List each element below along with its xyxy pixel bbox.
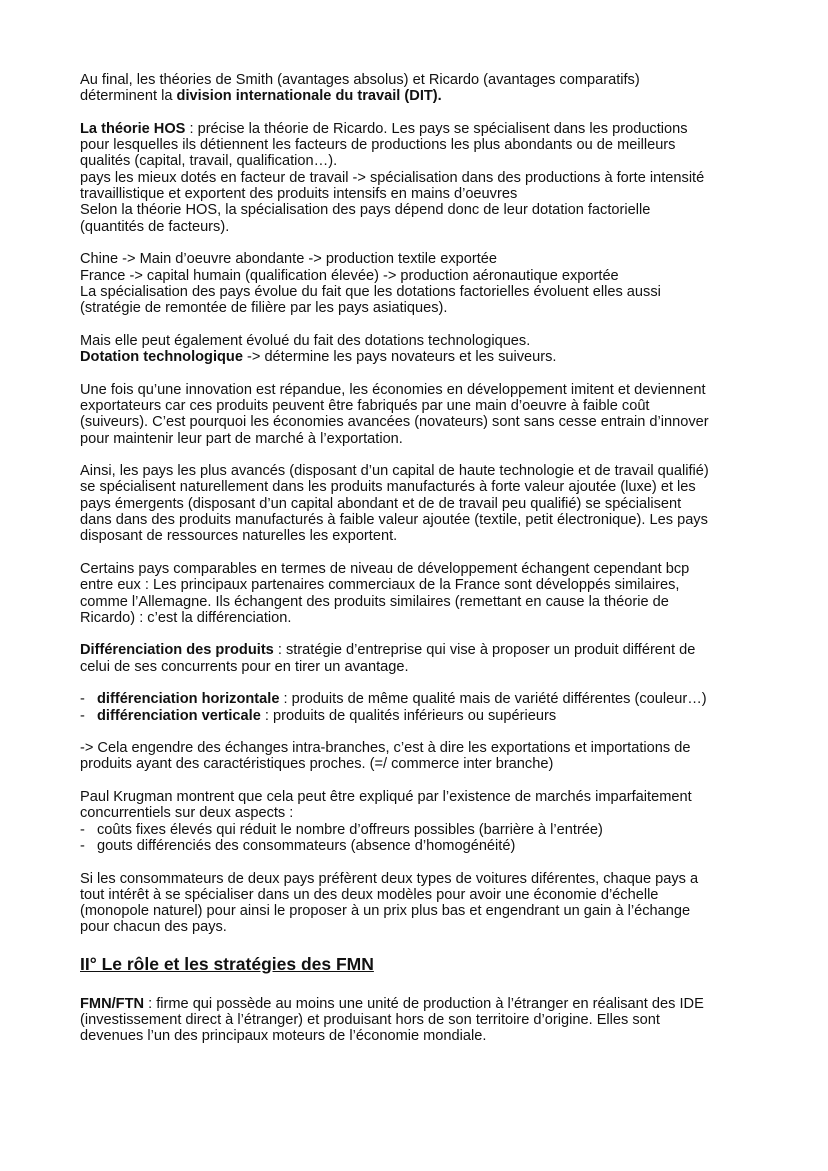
- paragraph-technology: [80, 333, 760, 366]
- text-line: (monopole naturel) pour ainsi le proposer à un prix plus bas et engendrant un gain à l’échange: [80, 903, 691, 920]
- text-line: Selon la théorie HOS, la spécialisation des pays dépend donc de leur dotation factorielle: [80, 202, 651, 219]
- bold-term-fmn: FMN/FTN: [80, 995, 145, 1012]
- text-line: France -> capital humain (qualification élevée) -> production aéronautique exportée: [80, 267, 619, 284]
- text-line: Certains pays comparables en termes de niveau de développement échangent cependant bcp: [80, 560, 690, 577]
- text-line: disposant de ressources naturelles les exportent.: [80, 528, 398, 545]
- text-line: Mais elle peut également évolué du fait des dotations technologiques.: [80, 332, 531, 349]
- text-line: Au final, les théories de Smith (avantages absolus) et Ricardo (avantages comparatifs): [80, 72, 640, 88]
- list-item: [80, 691, 760, 707]
- text-line: celui de ses concurrents pour en tirer un avantage.: [80, 658, 409, 675]
- text-line: : précise la théorie de Ricardo. Les pays se spécialisent dans les productions: [185, 120, 688, 137]
- text-line: tout intérêt à se spécialiser dans un des deux modèles pour avoir une économie d’échelle: [80, 886, 659, 903]
- paragraph-fmn: [80, 996, 760, 1045]
- text-line: devenues l’un des principaux moteurs de l’économie mondiale.: [80, 1028, 487, 1045]
- bullet-dash: -: [80, 707, 85, 724]
- text-line: Chine -> Main d’oeuvre abondante -> production textile exportée: [80, 251, 497, 268]
- bold-term-dotation: Dotation technologique: [80, 349, 243, 366]
- paragraph-specialisation: [80, 463, 760, 544]
- text-line: qualités (capital, travail, qualification…).: [80, 153, 338, 170]
- bold-term: différenciation verticale: [97, 707, 261, 724]
- text-line: déterminent la: [80, 88, 177, 105]
- text-line: pour lesquelles ils détiennent les facteurs de productions les plus abondants ou de meilleurs: [80, 137, 676, 154]
- text-line: (investissement direct à l’étranger) et produisant hors de son territoire d’origine. Elles sont: [80, 1012, 660, 1029]
- text-line: pays émergents (disposant d’un capital abondant et de de travail peu qualifié) se spécialisent: [80, 495, 682, 512]
- text-line: -> Cela engendre des échanges intra-branches, c’est à dire les exportations et importations de: [80, 740, 691, 757]
- list-item: [80, 822, 760, 838]
- bold-term: différenciation horizontale: [97, 691, 280, 708]
- list-item-text: gouts différenciés des consommateurs (absence d’homogénéité): [97, 837, 516, 854]
- text-line: La spécialisation des pays évolue du fait que les dotations factorielles évoluent elles aussi: [80, 283, 661, 300]
- text-line: concurrentiels sur deux aspects :: [80, 805, 294, 822]
- text-line: : firme qui possède au moins une unité de production à l’étranger en réalisant des IDE: [144, 995, 704, 1012]
- list-item: [80, 708, 760, 724]
- paragraph-krugman: [80, 789, 760, 854]
- paragraph-comparable: [80, 561, 760, 626]
- text-line: Ricardo) : c’est la différenciation.: [80, 609, 292, 626]
- bold-term-dit: division internationale du travail (DIT).: [176, 88, 442, 105]
- list-item-text: : produits de même qualité mais de variété différentes (couleur…): [279, 691, 707, 708]
- paragraph-innovation: [80, 382, 760, 447]
- text-line: comme l’Allemagne. Ils échangent des produits similaires (remettant en cause la théorie de: [80, 593, 669, 610]
- paragraph-hos: [80, 121, 760, 235]
- text-line: dans dans des produits manufacturés à faible valeur ajoutée (textile, petit électronique). Les pays: [80, 512, 708, 529]
- bold-term-differenciation: Différenciation des produits: [80, 642, 274, 659]
- document-page: [80, 72, 760, 1061]
- paragraph-differenciation: [80, 642, 760, 675]
- paragraph-dit: [80, 72, 760, 105]
- text-line: se spécialisent naturellement dans les produits manufacturés à forte valeur ajoutée (luxe) et les: [80, 479, 696, 496]
- bullet-dash: -: [80, 821, 85, 838]
- paragraph-examples: [80, 251, 760, 316]
- text-line: pour chacun des pays.: [80, 919, 227, 936]
- bullet-list-differenciation: [80, 691, 760, 724]
- text-line: entre eux : Les principaux partenaires commerciaux de la France sont développés similaires,: [80, 577, 680, 594]
- text-line: -> détermine les pays novateurs et les suiveurs.: [242, 349, 557, 366]
- paragraph-voitures: [80, 871, 760, 936]
- list-item: [80, 838, 760, 854]
- text-line: Ainsi, les pays les plus avancés (disposant d’un capital de haute technologie et de travail qualifié): [80, 463, 709, 480]
- bold-term-hos: La théorie HOS: [80, 120, 186, 137]
- section-heading: II° Le rôle et les stratégies des FMN: [80, 953, 374, 974]
- text-line: (quantités de facteurs).: [80, 218, 230, 235]
- text-line: produits ayant des caractéristiques proches. (=/ commerce inter branche): [80, 756, 554, 773]
- text-line: (stratégie de remontée de filière par les pays asiatiques).: [80, 300, 448, 317]
- text-line: travaillistique et exportent des produits intensifs en mains d’oeuvres: [80, 186, 518, 203]
- text-line: Paul Krugman montrent que cela peut être expliqué par l’existence de marchés imparfaitement: [80, 789, 692, 806]
- list-item-text: : produits de qualités inférieurs ou supérieurs: [260, 707, 557, 724]
- text-line: : stratégie d’entreprise qui vise à proposer un produit différent de: [273, 642, 696, 659]
- paragraph-intra-branche: [80, 740, 760, 773]
- text-line: (suiveurs). C’est pourquoi les économies avancées (novateurs) sont sans cesse entrain d’innover: [80, 414, 709, 431]
- text-line: pour maintenir leur part de marché à l’exportation.: [80, 430, 403, 447]
- text-line: Une fois qu’une innovation est répandue, les économies en développement imitent et deviennent: [80, 381, 706, 398]
- text-line: pays les mieux dotés en facteur de travail -> spécialisation dans des productions à forte intensité: [80, 169, 705, 186]
- list-item-text: coûts fixes élevés qui réduit le nombre d’offreurs possibles (barrière à l’entrée): [97, 821, 603, 838]
- text-line: Si les consommateurs de deux pays préfèrent deux types de voitures diférentes, chaque pays a: [80, 870, 699, 887]
- bullet-dash: -: [80, 837, 85, 854]
- bullet-dash: -: [80, 691, 85, 708]
- text-line: exportateurs car ces produits peuvent être fabriqués par une main d’oeuvre à faible coût: [80, 397, 650, 414]
